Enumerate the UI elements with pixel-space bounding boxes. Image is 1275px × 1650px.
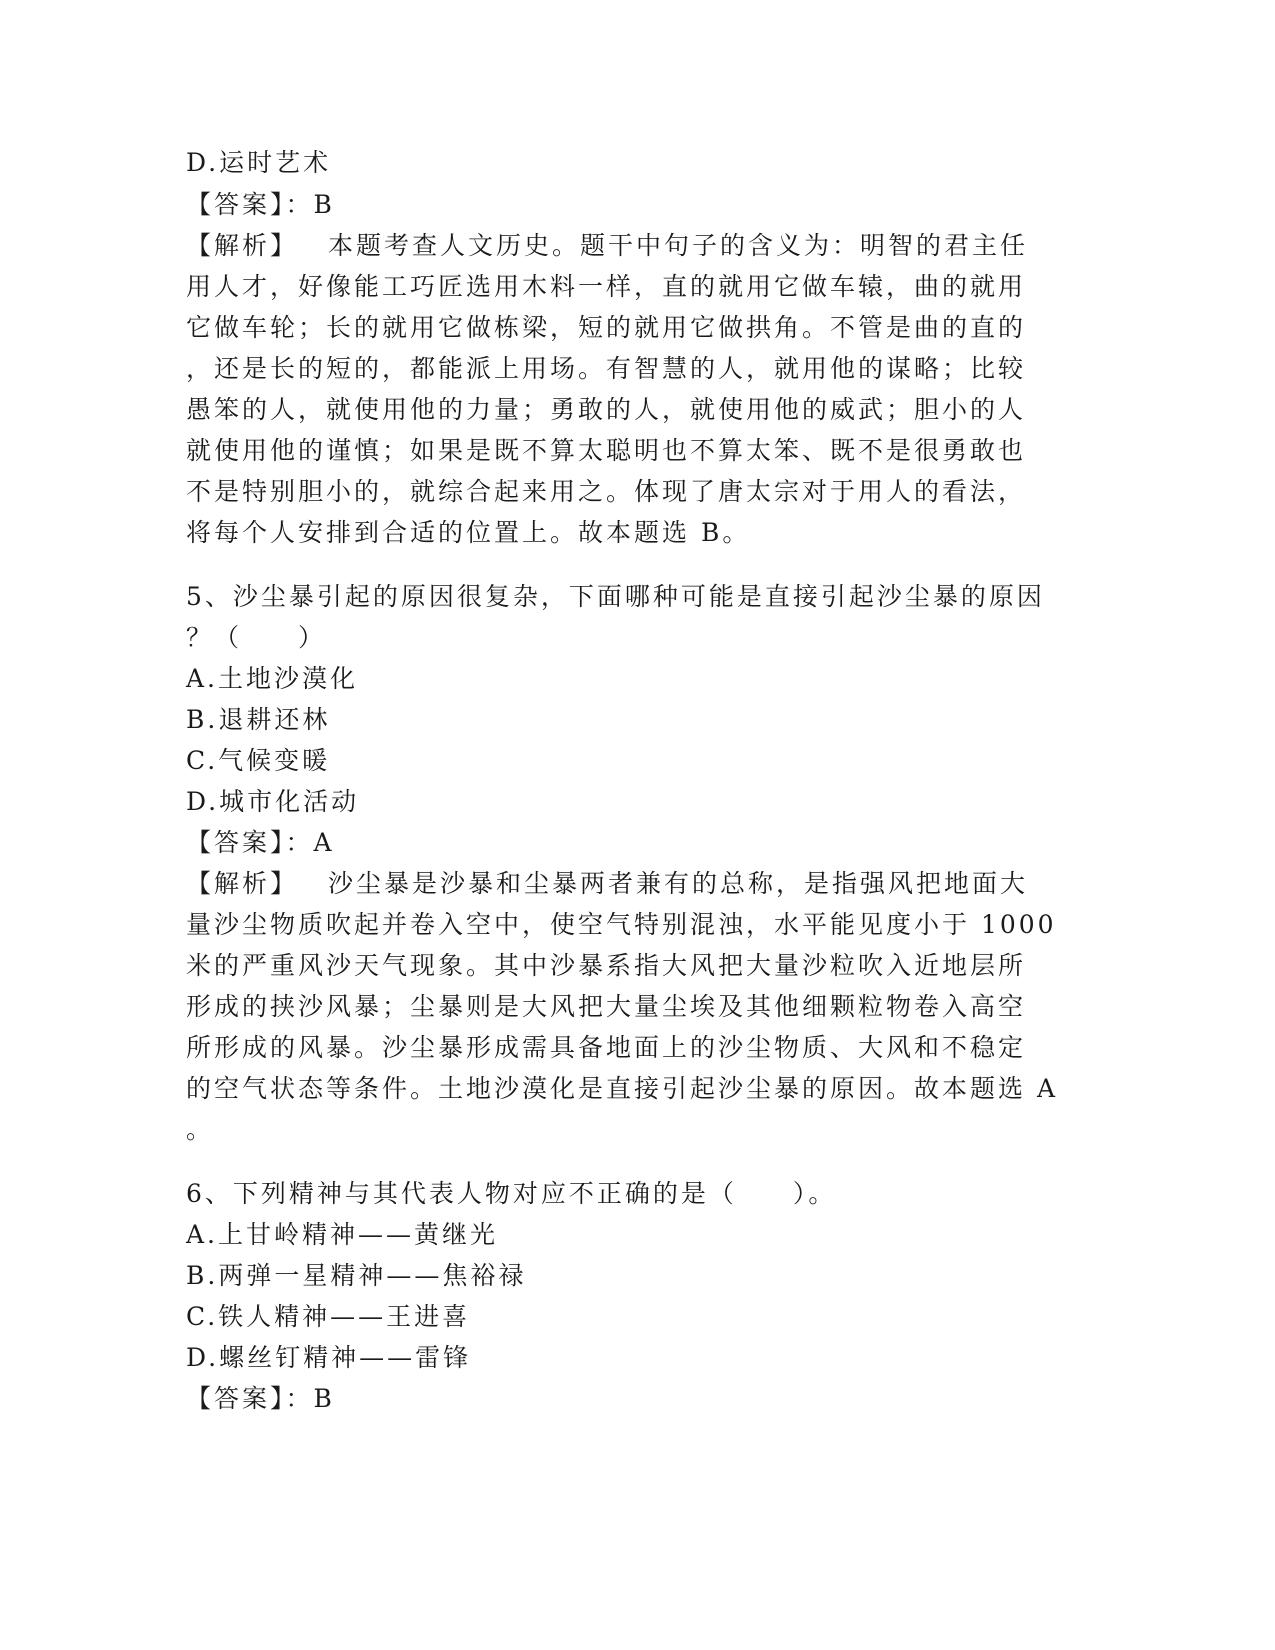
q5-question: ？（ ） — [186, 623, 327, 652]
answer-separator: ： — [285, 190, 314, 219]
q4-analysis-text: 就使用他的谨慎；如果是既不算太聪明也不算太笨、既不是很勇敢也 — [186, 436, 1027, 465]
answer-label: 【答案】 — [186, 1384, 286, 1413]
q4-analysis-text: ，还是长的短的，都能派上用场。有智慧的人，就用他的谋略；比较 — [186, 354, 1027, 383]
q5-analysis-text: 米的严重风沙天气现象。其中沙暴系指大风把大量沙粒吹入近地层所 — [186, 951, 1027, 980]
q4-analysis-line — [186, 229, 1028, 263]
answer-value: B — [313, 1384, 335, 1413]
q4-option-d: D.运时艺术 — [186, 148, 332, 177]
q4-analysis-text: 愚笨的人，就使用他的力量；勇敢的人，就使用他的威武；胆小的人 — [186, 395, 1027, 424]
q5-analysis-text: 的空气状态等条件。土地沙漠化是直接引起沙尘暴的原因。故本题选 A — [186, 1074, 1059, 1103]
q6-answer-line — [186, 1382, 335, 1416]
q5-analysis-text: 量沙尘物质吹起并卷入空中，使空气特别混浊，水平能见度小于 1000 — [186, 910, 1057, 939]
q4-analysis-text: 不是特别胆小的，就综合起来用之。体现了唐太宗对于用人的看法， — [186, 477, 1027, 506]
q4-analysis-text: 它做车轮；长的就用它做栋梁，短的就用它做拱角。不管是曲的直的 — [186, 313, 1027, 342]
q6-option-a: A.上甘岭精神——黄继光 — [186, 1220, 499, 1249]
q4-analysis-text: 用人才，好像能工巧匠选用木料一样，直的就用它做车辕，曲的就用 — [186, 272, 1027, 301]
answer-label: 【答案】 — [186, 190, 286, 219]
q6-option-d: D.螺丝钉精神——雷锋 — [186, 1343, 472, 1372]
q6-question: 6、下列精神与其代表人物对应不正确的是（ ）。 — [186, 1179, 837, 1208]
analysis-label: 【解析】 — [186, 869, 299, 898]
q5-option-c: C.气候变暖 — [186, 746, 331, 775]
q5-analysis-text: 所形成的风暴。沙尘暴形成需具备地面上的沙尘物质、大风和不稳定 — [186, 1033, 1027, 1062]
q4-analysis-text: 将每个人安排到合适的位置上。故本题选 B。 — [186, 518, 751, 547]
q5-analysis-text: 形成的挟沙风暴；尘暴则是大风把大量尘埃及其他细颗粒物卷入高空 — [186, 992, 1027, 1021]
analysis-text: 沙尘暴是沙暴和尘暴两者兼有的总称，是指强风把地面大 — [328, 869, 1029, 898]
q5-analysis-line — [186, 867, 1028, 901]
q5-question: 5、沙尘暴引起的原因很复杂，下面哪种可能是直接引起沙尘暴的原因 — [186, 582, 1045, 611]
answer-separator: ： — [285, 1384, 314, 1413]
q5-option-d: D.城市化活动 — [186, 787, 360, 816]
q5-analysis-text: 。 — [186, 1115, 215, 1144]
answer-value: A — [313, 828, 335, 857]
answer-label: 【答案】 — [186, 828, 286, 857]
answer-separator: ： — [285, 828, 314, 857]
q6-option-b: B.两弹一星精神——焦裕禄 — [186, 1261, 527, 1290]
analysis-label: 【解析】 — [186, 231, 299, 260]
q6-option-c: C.铁人精神——王进喜 — [186, 1302, 471, 1331]
q5-option-a: A.土地沙漠化 — [186, 664, 359, 693]
q5-answer-line — [186, 826, 335, 860]
q4-answer-line — [186, 188, 335, 222]
q5-option-b: B.退耕还林 — [186, 705, 331, 734]
answer-value: B — [313, 190, 335, 219]
analysis-text: 本题考查人文历史。题干中句子的含义为：明智的君主任 — [328, 231, 1029, 260]
